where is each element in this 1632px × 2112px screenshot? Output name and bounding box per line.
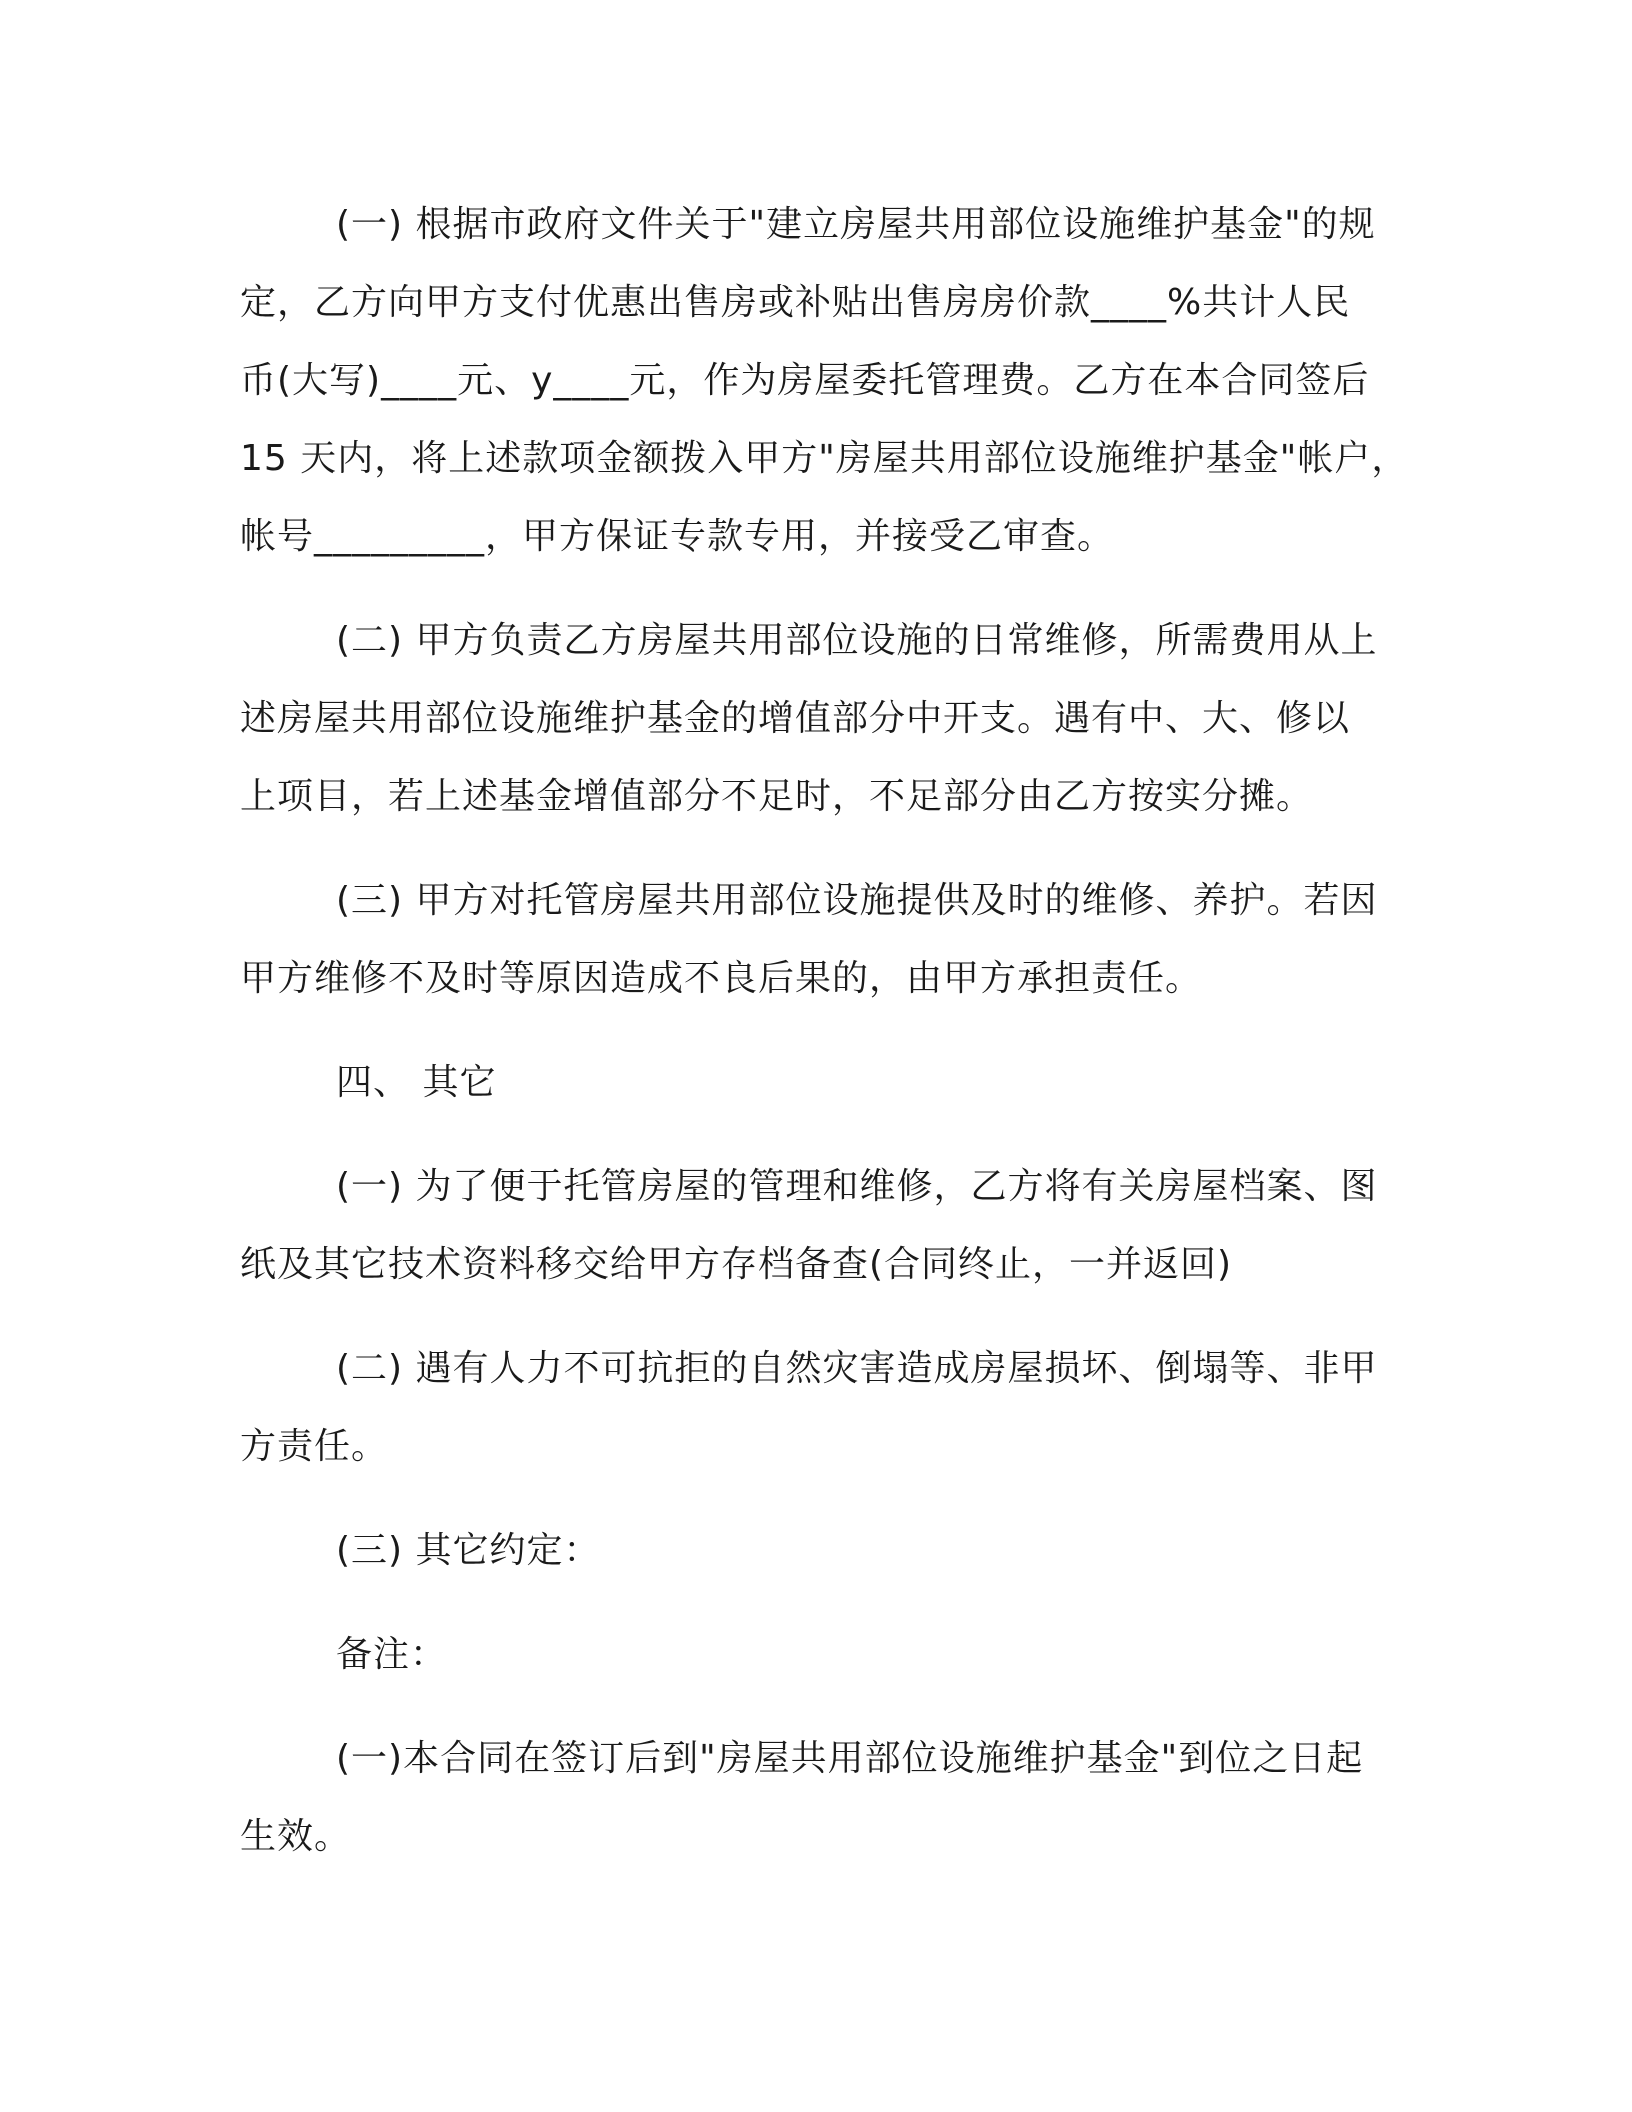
clause-force-majeure <box>240 1330 1390 1486</box>
section-heading-other <box>240 1044 1390 1122</box>
text-line: (三) 其它约定： <box>336 1530 601 1571</box>
text-line: 15 天内，将上述款项金额拨入甲方"房屋共用部位设施维护基金"帐户， <box>240 438 1409 479</box>
text-line: 帐号_________，甲方保证专款专用，并接受乙审查。 <box>240 516 1115 557</box>
remarks-heading <box>240 1616 1390 1694</box>
text-line: 备注： <box>336 1634 448 1675</box>
text-line: (三) 甲方对托管房屋共用部位设施提供及时的维修、养护。若因 <box>336 880 1378 921</box>
text-line: 生效。 <box>240 1816 352 1857</box>
text-line: 方责任。 <box>240 1426 389 1467</box>
text-line: (一) 根据市政府文件关于"建立房屋共用部位设施维护基金"的规 <box>336 204 1376 245</box>
text-line: 币(大写)____元、y____元，作为房屋委托管理费。乙方在本合同签后 <box>240 360 1370 401</box>
text-line: (二) 甲方负责乙方房屋共用部位设施的日常维修，所需费用从上 <box>336 620 1378 661</box>
document-body <box>240 186 1409 1902</box>
clause-maintenance-fund <box>240 186 1409 576</box>
text-line: 纸及其它技术资料移交给甲方存档备查(合同终止，一并返回) <box>240 1244 1233 1285</box>
clause-archives-transfer <box>240 1148 1390 1304</box>
text-line: (二) 遇有人力不可抗拒的自然灾害造成房屋损坏、倒塌等、非甲 <box>336 1348 1378 1389</box>
text-line: 上项目，若上述基金增值部分不足时，不足部分由乙方按实分摊。 <box>240 776 1314 817</box>
text-line: 甲方维修不及时等原因造成不良后果的，由甲方承担责任。 <box>240 958 1203 999</box>
text-line: 定，乙方向甲方支付优惠出售房或补贴出售房房价款____%共计人民 <box>240 282 1351 323</box>
text-line: (一) 为了便于托管房屋的管理和维修，乙方将有关房屋档案、图 <box>336 1166 1378 1207</box>
text-line: (一)本合同在签订后到"房屋共用部位设施维护基金"到位之日起 <box>336 1738 1364 1779</box>
remark-effective-date <box>240 1720 1390 1876</box>
clause-daily-repair <box>240 602 1390 836</box>
section-heading: 四、 其它 <box>336 1062 497 1103</box>
clause-other-agreements <box>240 1512 1390 1590</box>
clause-timely-maintenance <box>240 862 1390 1018</box>
text-line: 述房屋共用部位设施维护基金的增值部分中开支。遇有中、大、修以 <box>240 698 1351 739</box>
